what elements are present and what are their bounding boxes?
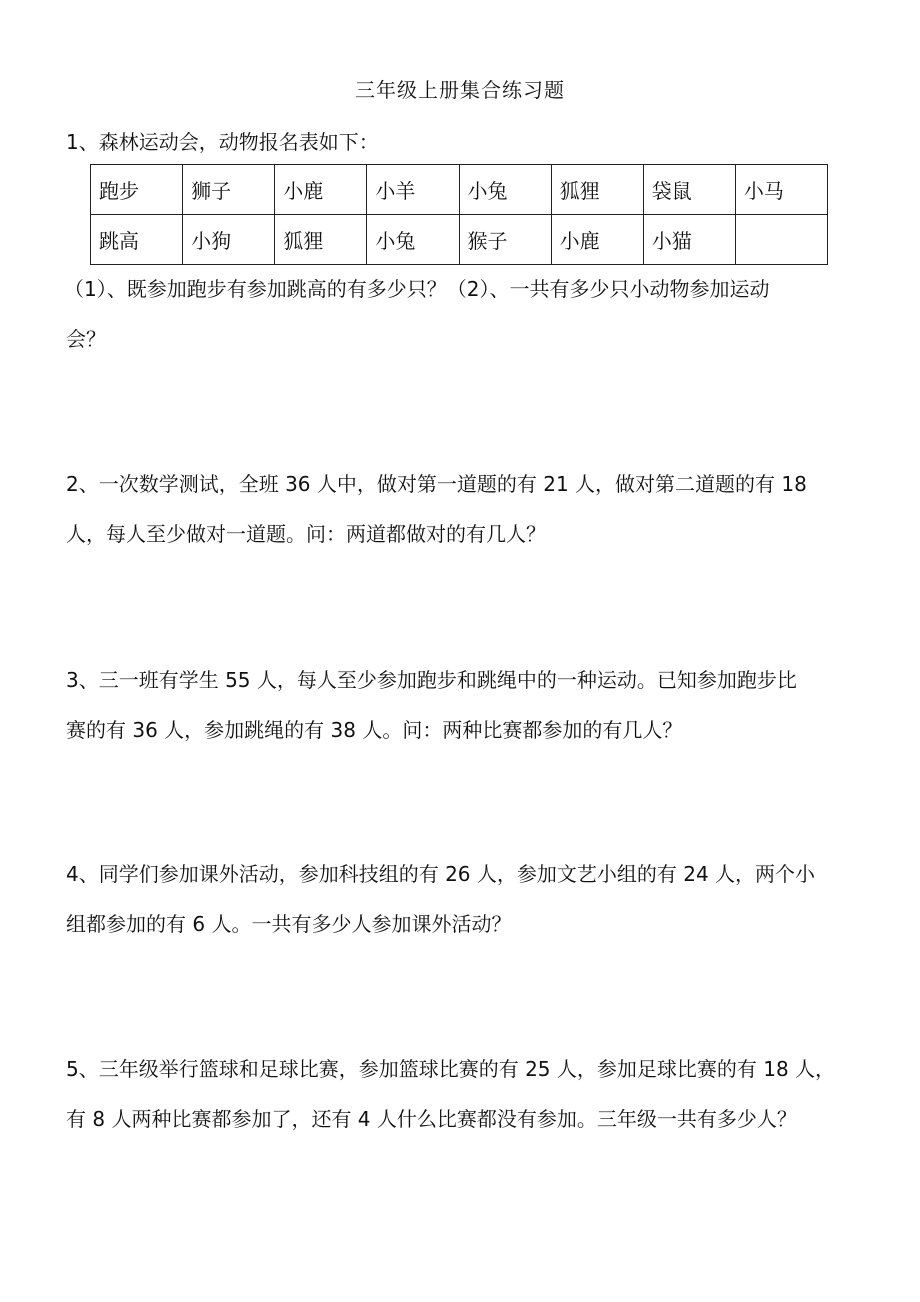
table-cell: 猴子 [459,215,551,265]
question-3-line-1: 3、三一班有学生 55 人，每人至少参加跑步和跳绳中的一种运动。已知参加跑步比 [66,668,797,692]
question-1-intro: 1、森林运动会，动物报名表如下： [66,130,379,154]
table-cell: 小狗 [183,215,275,265]
table-cell: 狮子 [183,165,275,215]
table-cell: 小鹿 [275,165,367,215]
table-cell: 小羊 [367,165,459,215]
question-2-line-2: 人，每人至少做对一道题。问：两道都做对的有几人？ [66,522,546,546]
question-3-line-2: 赛的有 36 人，参加跳绳的有 38 人。问：两种比赛都参加的有几人？ [66,718,683,742]
table-cell: 小鹿 [551,215,643,265]
question-1-subquestions-cont: 会？ [66,327,106,351]
question-4-line-2: 组都参加的有 6 人。一共有多少人参加课外活动？ [66,912,512,936]
table-row [91,215,828,265]
page-title: 三年级上册集合练习题 [355,78,565,102]
question-5-line-1: 5、三年级举行篮球和足球比赛，参加篮球比赛的有 25 人，参加足球比赛的有 18 人， [66,1057,836,1081]
table-cell: 跑步 [91,165,183,215]
table-cell [735,215,827,265]
question-2-line-1: 2、一次数学测试，全班 36 人中，做对第一道题的有 21 人，做对第二道题的有 18 [66,472,807,496]
table-cell: 小猫 [643,215,735,265]
table-cell: 狐狸 [275,215,367,265]
table-cell: 小马 [735,165,827,215]
question-1-subquestions: （1）、既参加跑步有参加跳高的有多少只？（2）、一共有多少只小动物参加运动 [64,277,770,301]
question-4-line-1: 4、同学们参加课外活动，参加科技组的有 26 人，参加文艺小组的有 24 人，两个小 [66,862,816,886]
table-cell: 小兔 [367,215,459,265]
table-row [91,165,828,215]
table-cell: 狐狸 [551,165,643,215]
table-cell: 小兔 [459,165,551,215]
table-cell: 跳高 [91,215,183,265]
signup-table [90,164,828,265]
question-5-line-2: 有 8 人两种比赛都参加了，还有 4 人什么比赛都没有参加。三年级一共有多少人？ [66,1107,797,1131]
table-cell: 袋鼠 [643,165,735,215]
